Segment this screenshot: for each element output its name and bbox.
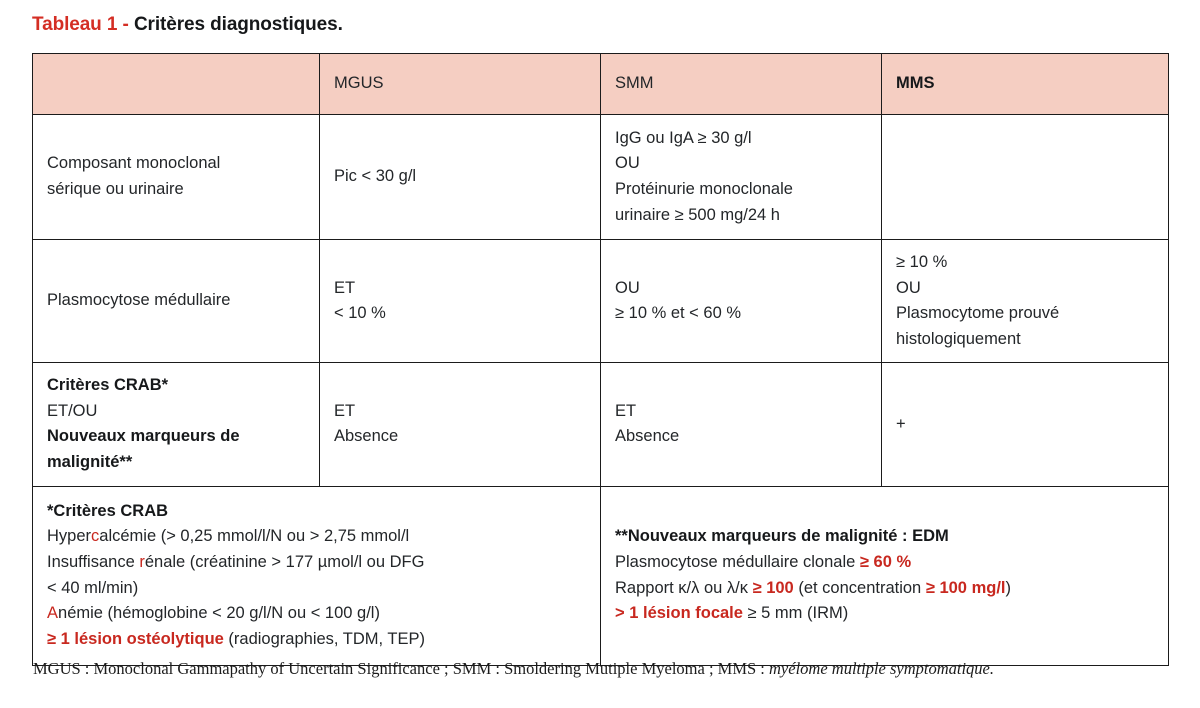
text-line: Absence bbox=[615, 427, 680, 446]
header-cell-mms: MMS bbox=[882, 54, 1169, 115]
text-line: urinaire ≥ 500 mg/24 h bbox=[615, 205, 780, 224]
note-title: **Nouveaux marqueurs de malignité : EDM bbox=[615, 527, 949, 546]
text-line: OU bbox=[896, 278, 921, 297]
cell-smm-monoclonal-component bbox=[601, 115, 882, 240]
table-notes-row bbox=[33, 486, 1169, 665]
note-title: *Critères CRAB bbox=[47, 501, 169, 520]
caption-dash: - bbox=[117, 14, 134, 35]
text-seg-highlight: ≥ 100 mg/l bbox=[925, 578, 1006, 597]
text-line: OU bbox=[615, 154, 640, 173]
table-footnote bbox=[33, 659, 1173, 679]
text-seg: némie (hémoglobine < 20 g/l/N ou < 100 g/l) bbox=[58, 604, 380, 623]
diagnostic-criteria-table bbox=[32, 53, 1169, 666]
text-seg: Plasmocytose médullaire clonale bbox=[615, 552, 860, 571]
crab-letter-a: A bbox=[47, 604, 59, 623]
table-header bbox=[33, 54, 1169, 115]
cell-criterion-plasmocytosis bbox=[33, 240, 320, 363]
text-seg-highlight: ≥ 1 lésion ostéolytique bbox=[47, 629, 224, 648]
header-cell-criterion bbox=[33, 54, 320, 115]
cell-smm-crab bbox=[601, 363, 882, 486]
footnote-text: MGUS : Monoclonal Gammapathy of Uncertain Significance ; SMM : Smoldering Mutiple Myeloma ; MMS : bbox=[33, 659, 770, 678]
cell-mms-plasmocytosis bbox=[882, 240, 1169, 363]
table-row bbox=[33, 240, 1169, 363]
note-line-bone bbox=[47, 627, 586, 653]
cell-mgus-monoclonal-component bbox=[320, 115, 601, 240]
text-seg: Hyper bbox=[47, 527, 92, 546]
text-seg: alcémie (> 0,25 mmol/l/N ou > 2,75 mmol/l bbox=[99, 527, 410, 546]
text-line: Protéinurie monoclonale bbox=[615, 180, 793, 198]
cell-mms-monoclonal-component bbox=[882, 115, 1169, 240]
text-line: sérique ou urinaire bbox=[47, 180, 184, 198]
note-line-clonal-plasmocytosis bbox=[615, 550, 1154, 576]
table-caption bbox=[32, 14, 343, 36]
cell-mgus-plasmocytosis bbox=[320, 240, 601, 363]
cell-criterion-crab bbox=[33, 363, 320, 486]
text-seg: ) bbox=[1005, 578, 1011, 597]
note-line-flc-ratio bbox=[615, 576, 1154, 602]
text-line: Pic < 30 g/l bbox=[334, 167, 417, 186]
text-line: OU bbox=[615, 278, 640, 297]
cell-mgus-crab bbox=[320, 363, 601, 486]
cell-criterion-monoclonal-component bbox=[33, 115, 320, 240]
text-seg-highlight: > 1 lésion focale bbox=[615, 604, 743, 623]
crab-letter-c: c bbox=[91, 527, 100, 546]
cell-mms-crab: + bbox=[882, 363, 1169, 486]
text-seg: (radiographies, TDM, TEP) bbox=[223, 629, 425, 648]
text-seg: (et concentration bbox=[793, 578, 926, 597]
table-row bbox=[33, 115, 1169, 240]
text-line: Composant monoclonal bbox=[47, 154, 221, 173]
caption-label: Tableau 1 bbox=[32, 14, 118, 35]
text-seg-highlight: ≥ 100 bbox=[752, 578, 794, 597]
text-line: Nouveaux marqueurs de bbox=[47, 427, 240, 446]
text-line: ET bbox=[334, 401, 356, 420]
text-seg: ≥ 5 mm (IRM) bbox=[742, 604, 849, 623]
header-cell-mgus: MGUS bbox=[320, 54, 601, 115]
note-line-focal-lesion bbox=[615, 601, 1154, 627]
note-line-hypercalcemia bbox=[47, 524, 586, 550]
text-line: Absence bbox=[334, 427, 399, 446]
footnote-italic: myélome multiple symptomatique. bbox=[769, 659, 995, 678]
note-crab-definitions bbox=[33, 486, 601, 665]
note-line-renal bbox=[47, 550, 586, 576]
text-line: ET bbox=[615, 401, 637, 420]
text-seg: Rapport κ/λ ou λ/κ bbox=[615, 578, 753, 597]
diagnostic-criteria-table-wrap bbox=[32, 53, 1168, 666]
header-cell-smm: SMM bbox=[601, 54, 882, 115]
caption-text: Critères diagnostiques. bbox=[133, 14, 343, 35]
table-row bbox=[33, 363, 1169, 486]
text-line: histologiquement bbox=[896, 329, 1021, 348]
note-line-renal-cont: < 40 ml/min) bbox=[47, 578, 139, 597]
text-seg-highlight: ≥ 60 % bbox=[859, 552, 912, 571]
text-line: ET bbox=[334, 278, 356, 297]
crab-letter-r: r bbox=[139, 552, 145, 571]
note-new-malignancy-markers bbox=[601, 486, 1169, 665]
text-line: ≥ 10 % bbox=[896, 253, 948, 271]
text-line: ≥ 10 % et < 60 % bbox=[615, 304, 742, 323]
text-line: IgG ou IgA ≥ 30 g/l bbox=[615, 128, 752, 147]
text-line: Plasmocytome prouvé bbox=[896, 304, 1060, 323]
text-line: malignité** bbox=[47, 452, 133, 471]
table-body bbox=[33, 115, 1169, 666]
text-line: < 10 % bbox=[334, 304, 386, 323]
cell-smm-plasmocytosis bbox=[601, 240, 882, 363]
text-seg: Insuffisance bbox=[47, 552, 140, 571]
note-line-anemia bbox=[47, 601, 586, 627]
text-line: ET/OU bbox=[47, 401, 98, 420]
text-line: Plasmocytose médullaire bbox=[47, 291, 231, 310]
text-seg: énale (créatinine > 177 µmol/l ou DFG bbox=[144, 552, 425, 571]
table-header-row bbox=[33, 54, 1169, 115]
text-line: Critères CRAB* bbox=[47, 376, 169, 395]
